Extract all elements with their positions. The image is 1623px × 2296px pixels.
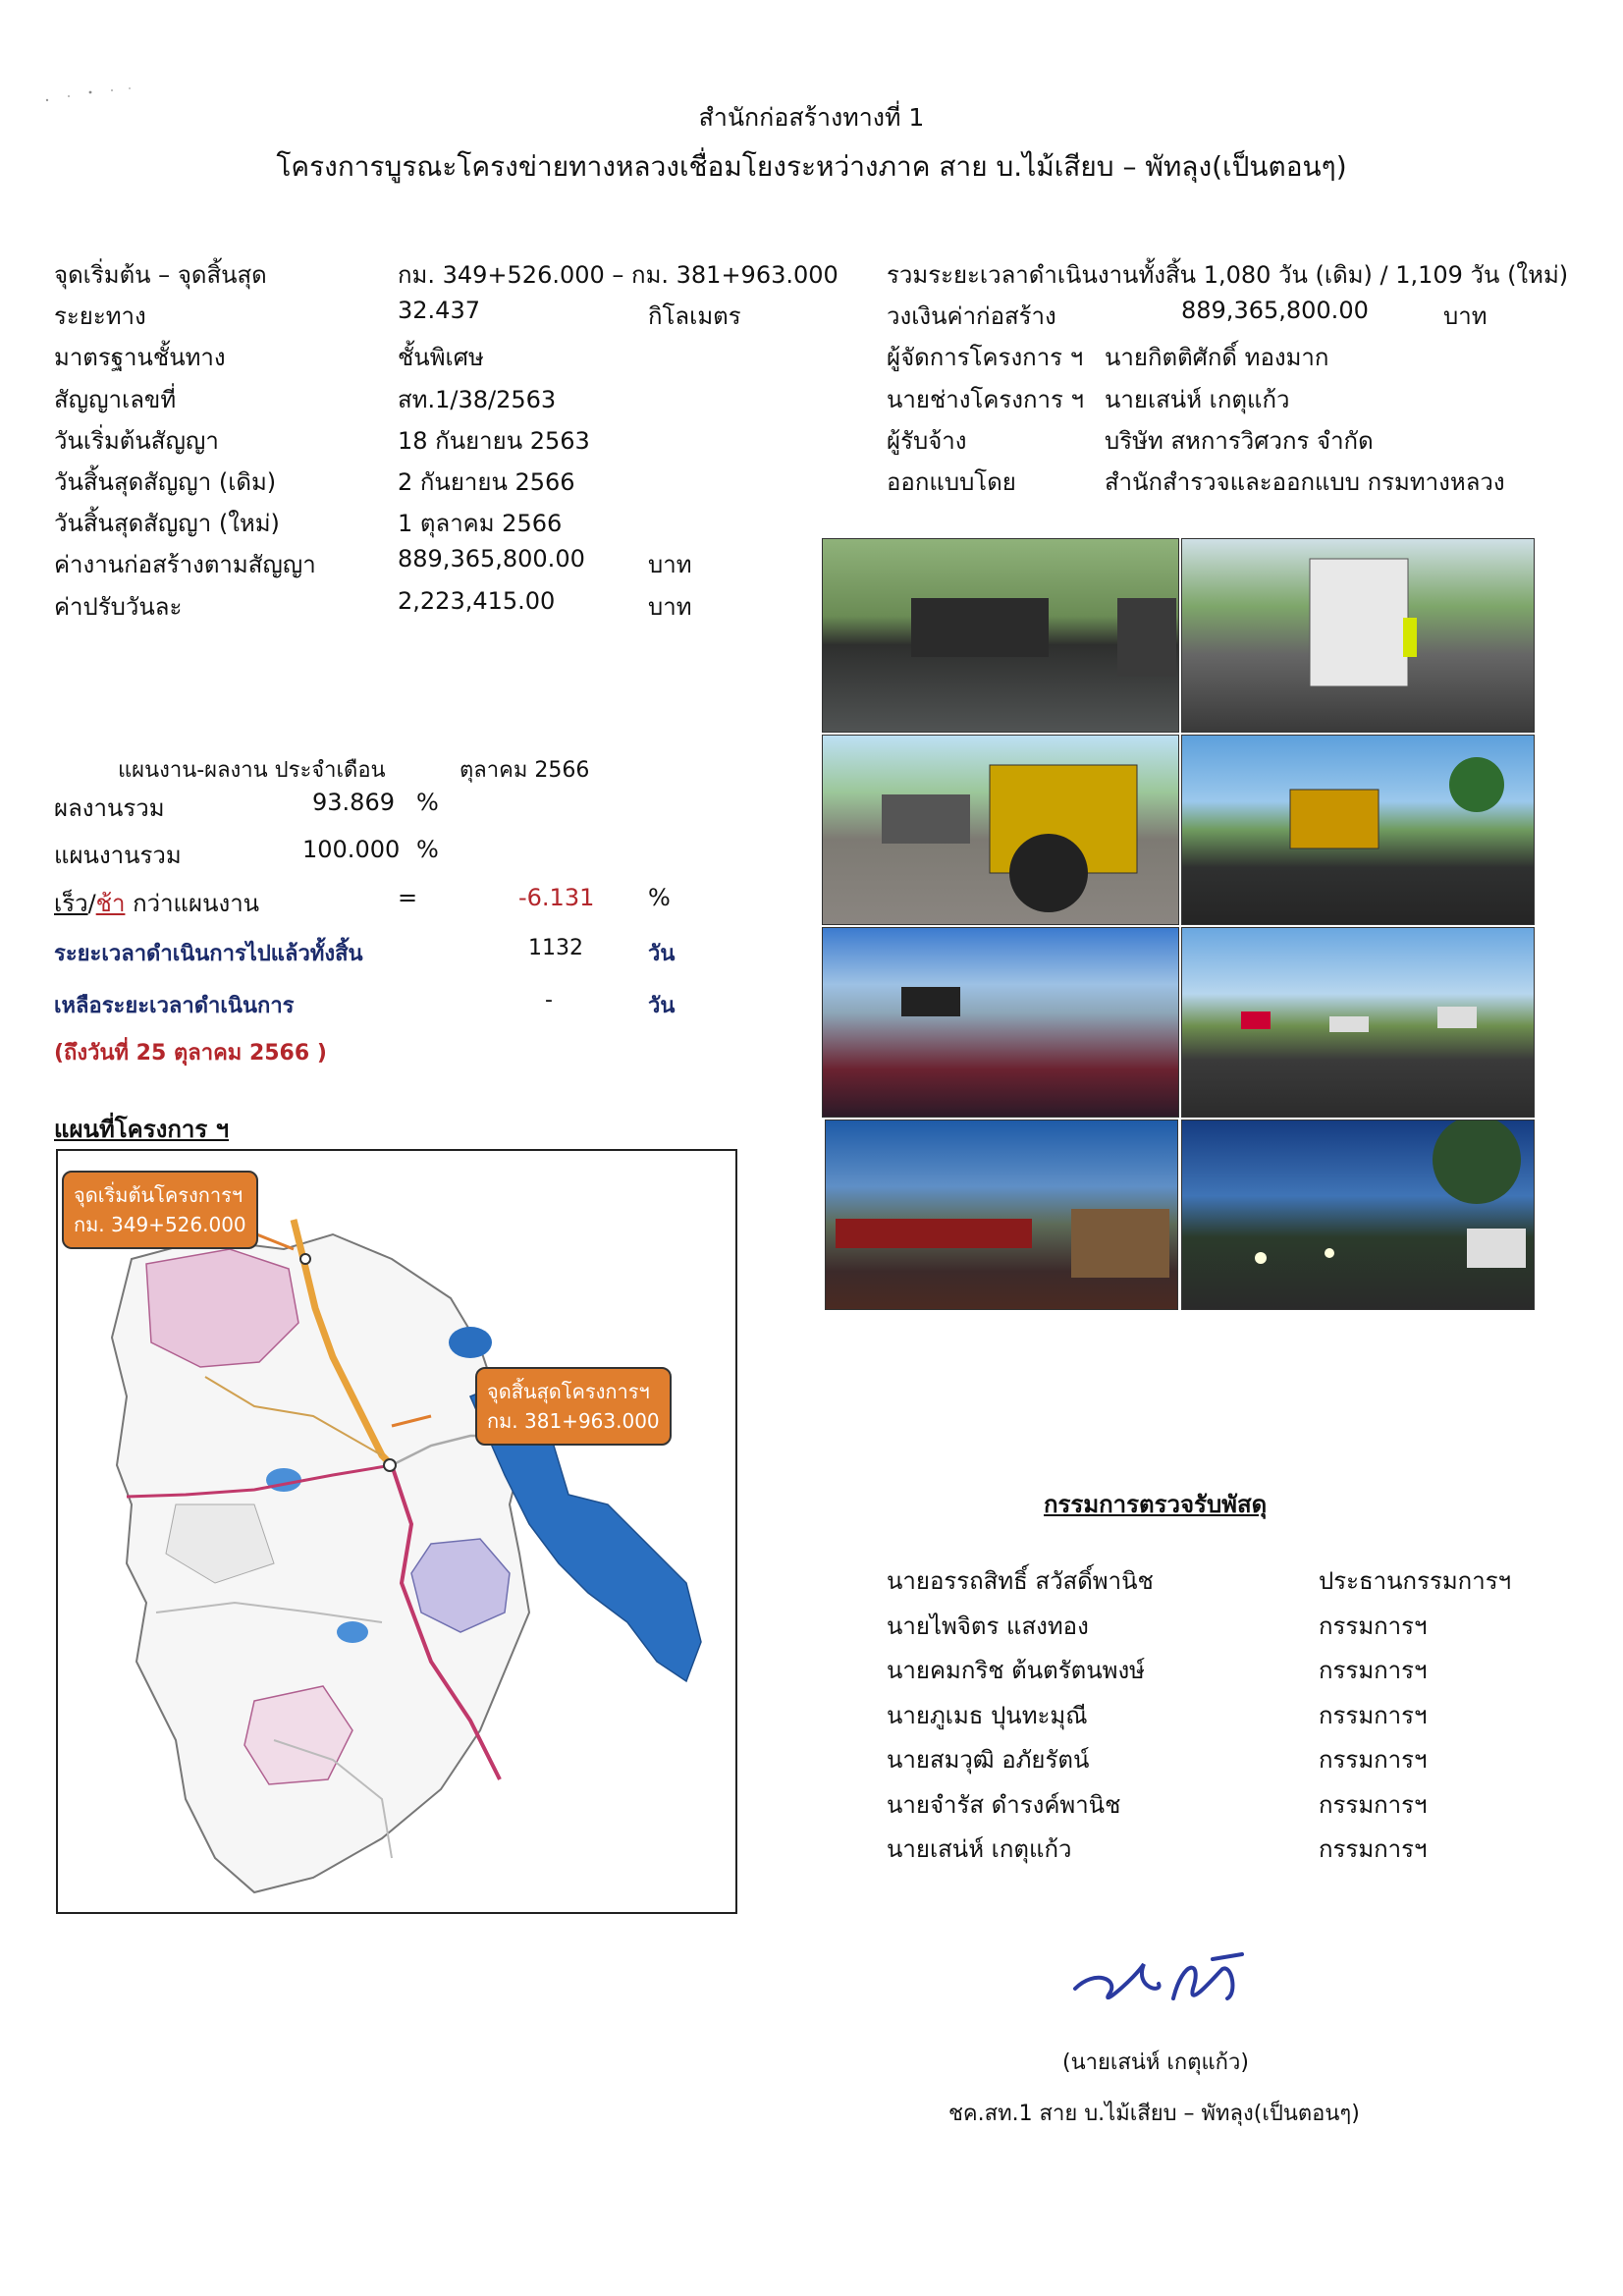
actual-unit: % [416,789,439,816]
info-right-unit: บาท [1443,302,1488,331]
site-photo-3 [822,735,1179,925]
committee-member-role: กรรมการฯ [1319,1835,1428,1863]
elapsed-value: 1132 [528,936,583,960]
committee-member-name: นายภูเมธ ปุนทะมุณี [887,1701,1088,1729]
site-photo-8 [1181,1120,1535,1310]
info-left-label: วันสิ้นสุดสัญญา (เดิม) [54,468,277,496]
committee-member-role: กรรมการฯ [1319,1612,1428,1640]
end-callout-line2: กม. 381+963.000 [487,1409,660,1433]
plan-unit: % [416,836,439,863]
committee-member-name: นายคมกริช ต้นตรัตนพงษ์ [887,1657,1145,1684]
as-of-date: (ถึงวันที่ 25 ตุลาคม 2566 ) [54,1041,327,1066]
map-heading: แผนที่โครงการ ฯ [54,1116,230,1143]
info-left-label: จุดเริ่มต้น – จุดสิ้นสุด [54,261,267,289]
signer-position: ชค.สท.1 สาย บ.ไม้เสียบ – พัทลุง(เป็นตอนๆ) [948,2102,1360,2126]
signature-mark [1065,1940,1262,2028]
progress-heading: แผนงาน-ผลงาน ประจำเดือน [118,758,386,783]
committee-member-name: นายอรรถสิทธิ์ สวัสดิ์พานิช [887,1567,1154,1595]
committee-member-role: กรรมการฯ [1319,1701,1428,1729]
info-right-label: ผู้รับจ้าง [887,426,967,455]
info-left-label: มาตรฐานชั้นทาง [54,344,226,372]
committee-member-role: ประธานกรรมการฯ [1319,1567,1512,1595]
info-left-label: วันเริ่มต้นสัญญา [54,426,219,455]
info-right-value: นายเสน่ห์ เกตุแก้ว [1105,385,1290,413]
project-title: โครงการบูรณะโครงข่ายทางหลวงเชื่อมโยงระหว่างภาค สาย บ.ไม้เสียบ – พัทลุง(เป็นตอนๆ) [276,150,1347,183]
info-left-value: ชั้นพิเศษ [398,344,484,372]
info-left-label: ค่าปรับวันละ [54,592,183,621]
info-left-value: 889,365,800.00 [398,545,585,574]
info-left-value: 32.437 [398,297,480,325]
committee-member-role: กรรมการฯ [1319,1746,1428,1774]
plan-value: 100.000 [302,836,401,863]
committee-member-name: นายจำรัส ดำรงค์พานิช [887,1790,1121,1819]
office-title: สำนักก่อสร้างทางที่ 1 [698,103,925,132]
remain-unit: วัน [648,994,676,1018]
end-point-callout [475,1367,672,1446]
plan-label: แผนงานรวม [54,842,182,869]
diff-eq: = [398,884,418,911]
remain-label: เหลือระยะเวลาดำเนินการ [54,994,295,1018]
signer-name: (นายเสน่ห์ เกตุแก้ว) [1062,2050,1249,2075]
project-map [56,1149,737,1914]
info-right-value: 889,365,800.00 [1181,297,1369,325]
site-photo-2 [1181,538,1535,733]
site-photo-4 [1181,735,1535,925]
info-left-value: สท.1/38/2563 [398,385,557,413]
info-left-value: 1 ตุลาคม 2566 [398,510,563,538]
diff-unit: % [648,884,671,911]
committee-member-role: กรรมการฯ [1319,1790,1428,1819]
site-photo-5 [822,927,1179,1118]
info-right-label: นายช่างโครงการ ฯ [887,385,1084,413]
info-right-label: ผู้จัดการโครงการ ฯ [887,344,1084,372]
info-right-label: ออกแบบโดย [887,468,1016,496]
diff-label-rest: กว่าแผนงาน [125,890,260,917]
remain-value: - [545,988,553,1012]
committee-member-role: กรรมการฯ [1319,1657,1428,1684]
info-left-value: 2,223,415.00 [398,586,556,615]
info-left-label: สัญญาเลขที่ [54,385,177,413]
info-left-label: ระยะทาง [54,302,146,331]
elapsed-unit: วัน [648,942,676,966]
committee-member-name: นายสมวุฒิ อภัยรัตน์ [887,1746,1090,1774]
info-right-label: วงเงินค่าก่อสร้าง [887,302,1056,331]
diff-label-fast: เร็ว [54,890,88,917]
info-left-label: วันสิ้นสุดสัญญา (ใหม่) [54,510,280,538]
diff-separator: / [87,890,96,917]
info-left-label: ค่างานก่อสร้างตามสัญญา [54,551,316,579]
site-photo-1 [822,538,1179,733]
actual-value: 93.869 [312,789,395,816]
committee-heading: กรรมการตรวจรับพัสดุ [1044,1491,1268,1518]
committee-member-name: นายเสน่ห์ เกตุแก้ว [887,1835,1072,1863]
info-left-unit: กิโลเมตร [648,302,741,331]
info-left-value: กม. 349+526.000 – กม. 381+963.000 [398,261,839,289]
progress-month: ตุลาคม 2566 [460,758,590,783]
elapsed-label: ระยะเวลาดำเนินการไปแล้วทั้งสิ้น [54,942,363,966]
committee-member-name: นายไพจิตร แสงทอง [887,1612,1089,1640]
info-right-value: สำนักสำรวจและออกแบบ กรมทางหลวง [1105,468,1505,496]
info-left-unit: บาท [648,592,692,621]
diff-value: -6.131 [518,884,595,911]
site-photo-6 [1181,927,1535,1118]
info-right-value: นายกิตติศักดิ์ ทองมาก [1105,344,1329,372]
info-left-value: 18 กันยายน 2563 [398,426,590,455]
info-left-value: 2 กันยายน 2566 [398,468,575,496]
actual-label: ผลงานรวม [54,794,165,822]
end-callout-line1: จุดสิ้นสุดโครงการฯ [487,1380,650,1403]
info-right-value: บริษัท สหการวิศวกร จำกัด [1105,426,1374,455]
diff-label [54,884,259,922]
info-left-unit: บาท [648,551,692,579]
info-right-label: รวมระยะเวลาดำเนินงานทั้งสิ้น 1,080 วัน (เดิม) / 1,109 วัน (ใหม่) [887,261,1569,289]
site-photo-7 [825,1120,1178,1310]
start-callout-line1: จุดเริ่มต้นโครงการฯ [74,1183,243,1207]
map-drawing [58,1151,735,1912]
start-point-callout [62,1171,258,1249]
start-callout-line2: กม. 349+526.000 [74,1213,246,1236]
diff-label-slow: ช้า [95,890,126,917]
